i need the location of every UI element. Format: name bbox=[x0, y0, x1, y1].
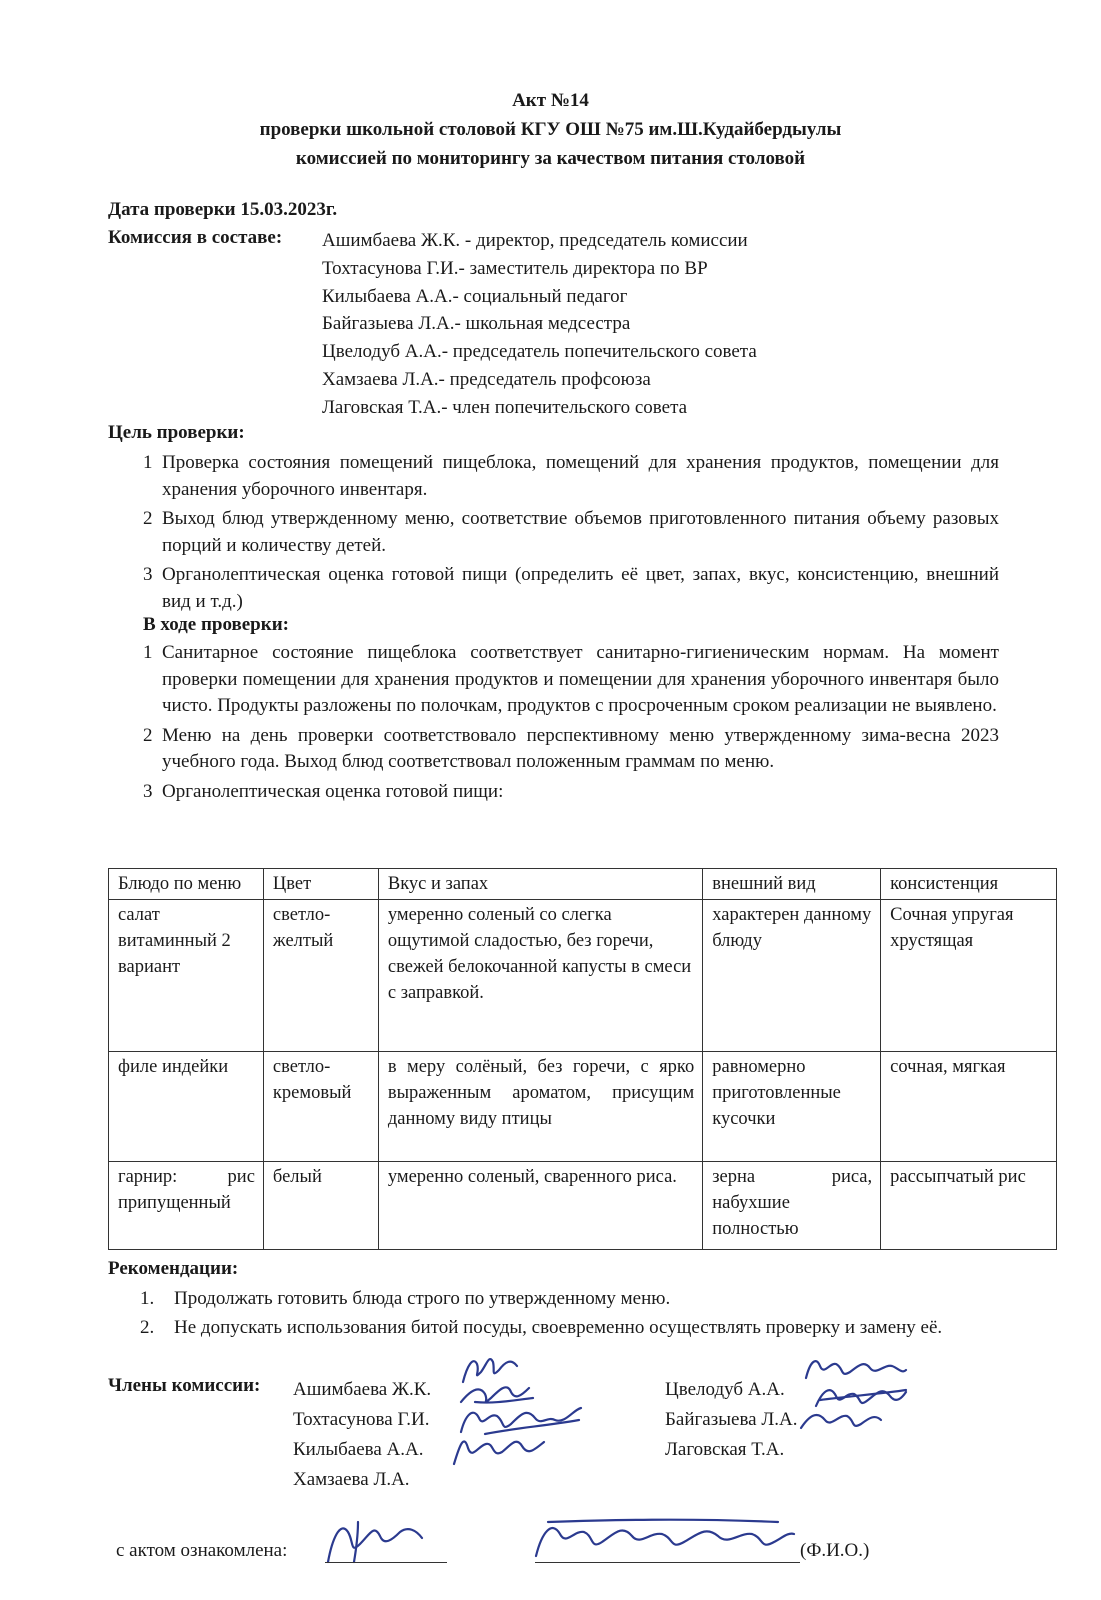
table-header-row bbox=[109, 869, 1057, 900]
handwritten-signature bbox=[448, 1428, 548, 1468]
signatures-left-column bbox=[293, 1375, 431, 1495]
fio-label: (Ф.И.О.) bbox=[800, 1540, 870, 1561]
findings-list bbox=[143, 640, 999, 808]
list-item: 3 Органолептическая оценка готовой пищи: bbox=[143, 780, 504, 802]
signature-line bbox=[325, 1562, 447, 1563]
table-cell: светло-желтый bbox=[263, 900, 378, 1052]
findings-label: В ходе проверки: bbox=[143, 614, 289, 635]
commission-member: Цвелодуб А.А.- председатель попечительского совета bbox=[322, 341, 757, 363]
table-cell: гарнир: рис припущенный bbox=[109, 1162, 264, 1250]
list-item: 1 Проверка состояния помещений пищеблока, помещений для хранения продуктов, помещении для хранения уборочного инвентаря. bbox=[143, 452, 999, 500]
table-cell: филе индейки bbox=[109, 1052, 264, 1162]
signatory-name: Байгазыева Л.А. bbox=[665, 1409, 798, 1430]
act-subtitle: проверки школьной столовой КГУ ОШ №75 им.Ш.Кудайбердыулы bbox=[259, 119, 842, 140]
list-item: 2. Не допускать использования битой посуды, своевременно осуществлять проверку и замену её. bbox=[140, 1317, 943, 1338]
document-header bbox=[0, 86, 1101, 173]
table-cell: характерен данному блюду bbox=[703, 900, 881, 1052]
list-item: 1 Санитарное состояние пищеблока соответствует санитарно-гигиеническим нормам. На момент проверки помещении для хранения продуктов и помещении для хранения уборочного инвентаря было чисто. Продукты разложены по полочкам, продуктов с просроченным сроком реализации не выявлено. bbox=[143, 642, 999, 716]
signatory-name: Лаговская Т.А. bbox=[665, 1439, 785, 1460]
commission-member: Ашимбаева Ж.К. - директор, председатель комиссии bbox=[322, 230, 748, 251]
commission-member: Тохтасунова Г.И.- заместитель директора по ВР bbox=[322, 257, 708, 279]
commission-member: Килыбаева А.А.- социальный педагог bbox=[322, 285, 628, 307]
handwritten-signature bbox=[528, 1512, 798, 1564]
commission-members bbox=[322, 227, 757, 422]
table-header-cell: консистенция bbox=[881, 869, 1057, 900]
table-cell: зерна риса, набухшие полностью bbox=[703, 1162, 881, 1250]
commission-member: Лаговская Т.А.- член попечительского совета bbox=[322, 396, 688, 418]
act-subtitle-commission: комиссией по мониторингу за качеством питания столовой bbox=[295, 148, 806, 169]
inspection-date: Дата проверки 15.03.2023г. bbox=[108, 199, 338, 220]
organoleptic-table bbox=[108, 868, 1057, 1250]
commission-member: Байгазыева Л.А.- школьная медсестра bbox=[322, 313, 631, 335]
commission-label: Комиссия в составе: bbox=[108, 227, 283, 248]
list-item: 2 Меню на день проверки соответствовало перспективному меню утвержденному зима-весна 2023 учебного года. Выход блюд соответствовал положенным граммам по меню. bbox=[143, 724, 999, 772]
signatory-name: Хамзаева Л.А. bbox=[293, 1469, 410, 1490]
table-row bbox=[109, 900, 1057, 1052]
signatures-label: Члены комиссии: bbox=[108, 1375, 261, 1396]
signatory-name: Тохтасунова Г.И. bbox=[293, 1409, 430, 1430]
recommendations-label: Рекомендации: bbox=[108, 1258, 239, 1279]
list-item: 2 Выход блюд утвержденному меню, соответствие объемов приготовленного питания объему разовых порций и количеству детей. bbox=[143, 508, 999, 556]
table-cell: светло-кремовый bbox=[263, 1052, 378, 1162]
act-title: Акт №14 bbox=[512, 90, 589, 111]
list-item: 3 Органолептическая оценка готовой пищи (определить её цвет, запах, вкус, консистенцию, внешний вид и т.д.) bbox=[143, 564, 999, 612]
handwritten-signature bbox=[795, 1402, 885, 1438]
name-line bbox=[535, 1562, 800, 1563]
table-cell: белый bbox=[263, 1162, 378, 1250]
goals-list bbox=[143, 450, 999, 618]
table-cell: умеренно соленый, сваренного риса. bbox=[378, 1162, 702, 1250]
table-cell: салат витаминный 2 вариант bbox=[109, 900, 264, 1052]
signatures-right-column bbox=[665, 1375, 797, 1465]
table-header-cell: Цвет bbox=[263, 869, 378, 900]
table-cell: Сочная упругая хрустящая bbox=[881, 900, 1057, 1052]
table-header-cell: Блюдо по меню bbox=[109, 869, 264, 900]
handwritten-signature bbox=[318, 1510, 428, 1570]
table-row bbox=[109, 1052, 1057, 1162]
signatory-name: Цвелодуб А.А. bbox=[665, 1379, 785, 1400]
goals-label: Цель проверки: bbox=[108, 422, 245, 443]
table-row bbox=[109, 1162, 1057, 1250]
signatory-name: Ашимбаева Ж.К. bbox=[293, 1379, 432, 1400]
table-cell: равномерно приготовленные кусочки bbox=[703, 1052, 881, 1162]
signatory-name: Килыбаева А.А. bbox=[293, 1439, 424, 1460]
commission-member: Хамзаева Л.А.- председатель профсоюза bbox=[322, 368, 651, 390]
table-cell: рассыпчатый рис bbox=[881, 1162, 1057, 1250]
table-cell: в меру солёный, без горечи, с ярко выраженным ароматом, присущим данному виду птицы bbox=[378, 1052, 702, 1162]
table-header-cell: Вкус и запах bbox=[378, 869, 702, 900]
acknowledgement-label: с актом ознакомлена: bbox=[116, 1540, 288, 1561]
list-item: 1. Продолжать готовить блюда строго по утвержденному меню. bbox=[140, 1288, 671, 1309]
table-cell: умеренно соленый со слегка ощутимой сладостью, без горечи, свежей белокочанной капусты в смеси с заправкой. bbox=[378, 900, 702, 1052]
table-cell: сочная, мягкая bbox=[881, 1052, 1057, 1162]
recommendations-list bbox=[140, 1286, 1006, 1344]
table-header-cell: внешний вид bbox=[703, 869, 881, 900]
